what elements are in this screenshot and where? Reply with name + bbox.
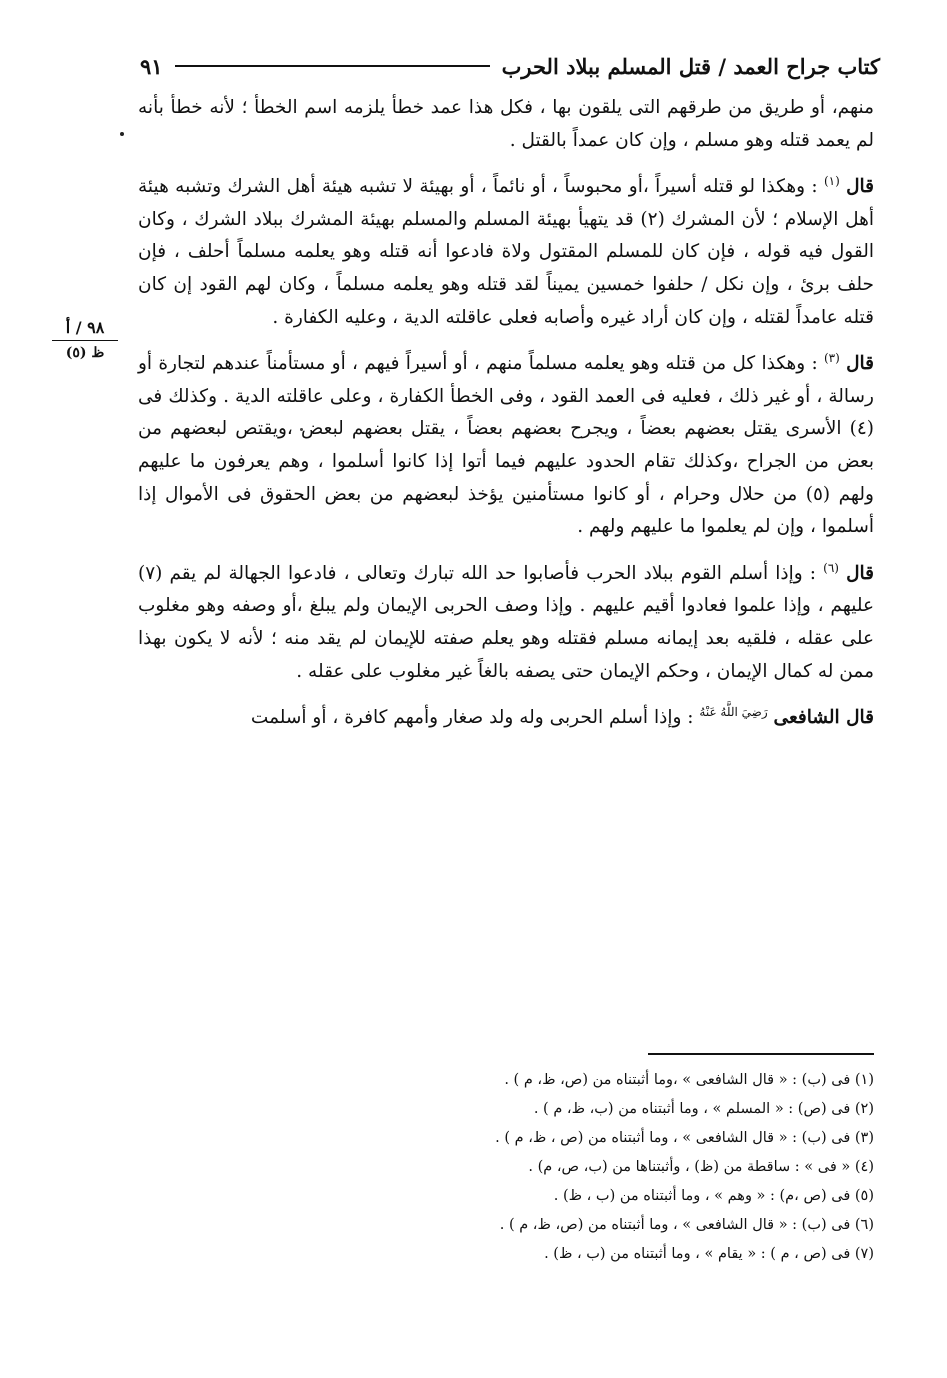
paragraph: [138, 171, 874, 334]
footnotes: [300, 1066, 874, 1269]
footnote-separator: [648, 1053, 874, 1055]
footnote: (٣) فى (ب) : « قال الشافعى » ، وما أثبتناه من (ص ، ظ، م ) .: [495, 1130, 874, 1146]
footnote: (٦) فى (ب) : « قال الشافعى » ، وما أثبتناه من (ص، ظ، م ) .: [499, 1217, 874, 1233]
header-rule: [175, 65, 490, 67]
footnote: (٢) فى (ص) : « المسلم » ، وما أثبتناه من (ب، ظ، م ) .: [533, 1101, 874, 1117]
footnote: (٧) فى (ص ، م ) : « يقام » ، وما أثبتناه من (ب ، ظ) .: [544, 1246, 874, 1262]
running-header: [140, 48, 880, 84]
footnote-ref: (١): [823, 174, 840, 189]
paragraph: [138, 558, 874, 688]
footnote: (٥) فى (ص ،م) : « وهم » ، وما أثبتناه من (ب ، ظ) .: [553, 1188, 874, 1204]
footnote: (٤) « فى » : ساقطة من (ظ) ، وأثبتناها من (ب، ص، م) .: [528, 1159, 874, 1175]
page-number: ٩١: [140, 53, 163, 79]
paragraph-text: : وهكذا كل من قتله وهو يعلمه مسلماً منهم ، أو أسيراً فيهم ، أو مستأمناً عندهم لتجارة أو رسالة ، أو غير ذلك ، فعليه فى العمد القود ، وفى الخطأ الكفارة ، وعلى عاقلته الدية . وكذلك فى (٤) الأسرى يقتل بعضهم بعضاً ، ويجرح بعضهم بعضاً ، يقتل بعضهم لبعض ،ويقتص لبعضهم من بعض من الجراح ،وكذلك تقام الحدود عليهم فيما أتوا إذا كانوا أسلموا ، وهم يعرفون ما عليهم ولهم (٥) من حلال وحرام ، أو كانوا مستأمنين يؤخذ لبعضهم من بعض الحقوق فى الأموال إذا أسلموا ، وإن لم يعلموا ما عليهم ولهم .: [138, 353, 874, 538]
paragraph-lead: قال: [846, 176, 875, 198]
header-title: كتاب جراح العمد / قتل المسلم ببلاد الحرب: [501, 53, 880, 79]
paragraph-text: : وهكذا لو قتله أسيراً ،أو محبوساً ، أو نائماً ، أو بهيئة لا تشبه هيئة أهل الشرك وتشبه هيئة أهل الإسلام ؛ لأن المشرك (٢) قد يتهيأ بهيئة المسلم والمسلم بهيئة المشرك ببلاد الشرك ، وكان القول فيه قوله ، فإن كان للمسلم المقتول ولاة فادعوا أنه قتله وهو يعلمه مسلماً أحلف ، فإن حلف برئ ، وإن نكل / حلفوا خمسين يميناً لقد قتله وهو يعلمه مسلماً ، وكان لهم القود إن كان قتله عامداً لقتله ، وإن كان أراد غيره وأصابه فعلى عاقلته الدية ، وعليه الكفارة .: [138, 176, 874, 328]
honorific: رَضِيَ اللَّهُ عَنْهُ: [699, 704, 768, 719]
manuscript-folio-note: [52, 318, 118, 363]
paragraph-lead: قال: [846, 353, 874, 375]
paragraph-lead: قال الشافعى: [773, 707, 874, 729]
paragraph: [138, 702, 874, 735]
folio-ref: ٩٨ / أ: [52, 318, 118, 341]
paragraph: [138, 348, 874, 544]
paragraph-text: : وإذا أسلم القوم ببلاد الحرب فأصابوا حد الله تبارك وتعالى ، فادعوا الجهالة لم يقم (٧) عليهم ، وإذا علموا فعادوا أقيم عليهم . وإذا وصف الحربى الإيمان ولم يبلغ ،أو وصفه وهو مغلوب على عقله ، فلقيه بعد إيمانه مسلم فقتله وهو يعلم صفته للإيمان لم يقد منه ؛ لأنه لا يكون بهذا ممن له كمال الإيمان ، وحكم الإيمان حتى يصفه بالغاً غير مغلوب على عقله .: [138, 562, 874, 682]
paragraph-text: منهم، أو طريق من طرقهم التى يلقون بها ، فكل هذا عمد خطأ يلزمه اسم الخطأ ؛ لأنه خطأ بأنه لم يعمد قتله وهو مسلم ، وإن كان عمداً بالقتل .: [138, 97, 874, 151]
footnote-ref: (٣): [823, 351, 840, 365]
main-text: [138, 92, 874, 749]
footnote: (١) فى (ب) : « قال الشافعى » ،وما أثبتناه من (ص، ظ، م ) .: [504, 1072, 874, 1088]
paragraph-lead: قال: [846, 562, 874, 584]
footnote-ref: (٦): [823, 560, 839, 575]
manuscript-ref: ظ (٥): [65, 345, 105, 361]
paragraph-text: : وإذا أسلم الحربى وله ولد صغار وأمهم كافرة ، أو أسلمت: [250, 707, 694, 729]
print-speck: [120, 132, 124, 136]
paragraph: [138, 92, 874, 157]
